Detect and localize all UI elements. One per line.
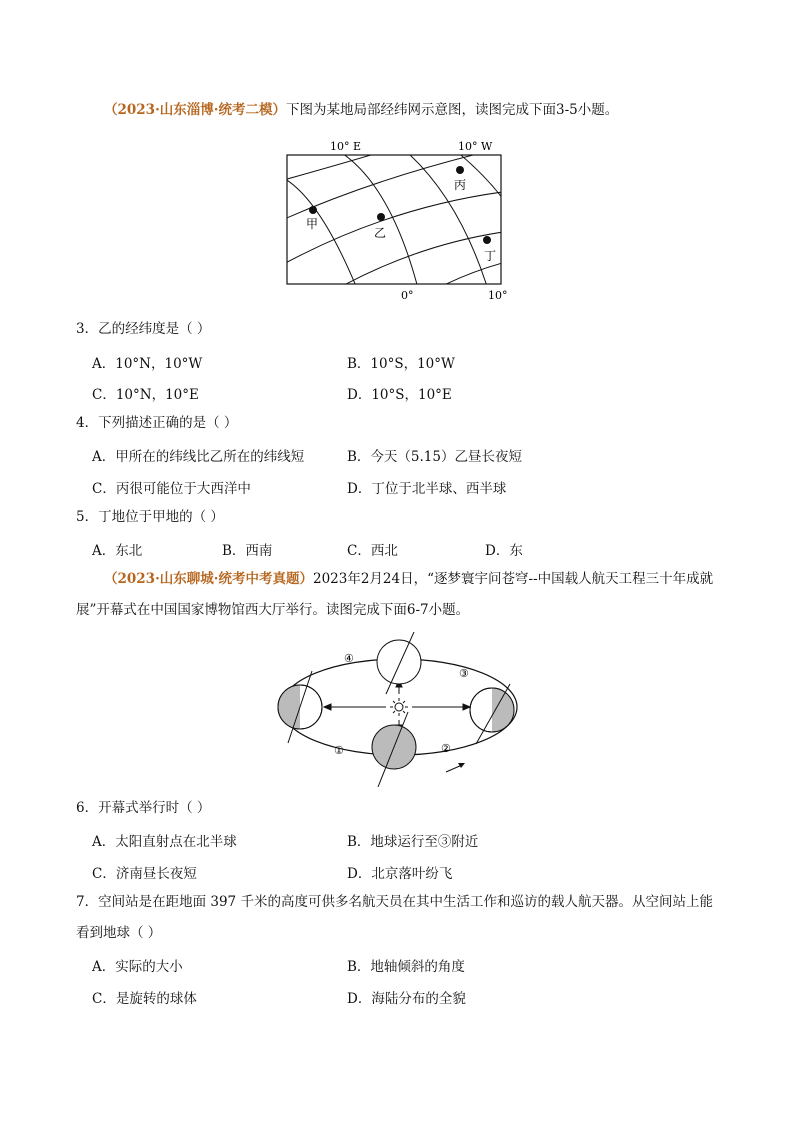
q4-option-d[interactable]: D．丁位于北半球、西半球 [347, 481, 507, 497]
q4-option-a[interactable]: A．甲所在的纬线比乙所在的纬线短 [92, 449, 305, 465]
earth-left [278, 671, 322, 743]
question-7-stem-line1: 7．空间站是在距地面 397 千米的高度可供多名航天员在其中生活工作和巡访的载人航天器。从空间站上能 [76, 894, 713, 910]
q6-option-a[interactable]: A．太阳直射点在北半球 [92, 834, 237, 850]
orbit-figure [266, 632, 532, 792]
label-bing: 丙 [454, 178, 467, 192]
question-4-stem: 4．下列描述正确的是（ ） [76, 415, 238, 431]
label-0deg: 0° [401, 289, 414, 302]
group-intro: 下图为某地局部经纬网示意图，读图完成下面3-5小题。 [285, 102, 619, 118]
source-tag: （2023·山东淄博·统考二模） [104, 102, 286, 118]
position-4: ④ [344, 652, 354, 665]
question-5-stem: 5．丁地位于甲地的（ ） [76, 509, 224, 525]
label-10e: 10° E [330, 140, 362, 153]
position-1: ① [334, 744, 344, 757]
q3-option-d[interactable]: D．10°S，10°E [347, 387, 452, 403]
earth-bottom [372, 712, 416, 787]
label-10deg: 10° [488, 289, 508, 302]
label-10w: 10° W [458, 140, 493, 153]
question-group-header-2 [104, 570, 713, 588]
q4-option-c[interactable]: C．丙很可能位于大西洋中 [92, 481, 251, 497]
group-intro-2a: 2023年2月24日，“逐梦寰宇问苍穹--中国载人航天工程三十年成就 [312, 571, 714, 587]
graticule-figure [270, 136, 520, 304]
point-bing [456, 166, 464, 174]
label-jia: 甲 [306, 217, 319, 231]
q3-option-a[interactable]: A．10°N，10°W [92, 356, 203, 372]
q6-option-b[interactable]: B．地球运行至③附近 [347, 834, 479, 850]
q5-option-a[interactable]: A．东北 [92, 543, 143, 559]
direction-arrow [446, 765, 462, 772]
q3-option-c[interactable]: C．10°N，10°E [92, 387, 199, 403]
q6-option-c[interactable]: C．济南昼长夜短 [92, 866, 197, 882]
label-yi: 乙 [374, 226, 387, 240]
q5-option-d[interactable]: D．东 [485, 543, 523, 559]
position-2: ② [441, 742, 451, 755]
sun-icon [390, 698, 408, 716]
earth-right [470, 684, 514, 744]
question-group-header [104, 101, 618, 119]
q5-option-c[interactable]: C．西北 [347, 543, 398, 559]
q7-option-a[interactable]: A．实际的大小 [92, 959, 183, 975]
group-intro-2b: 展”开幕式在中国国家博物馆西大厅举行。读图完成下面6-7小题。 [76, 602, 470, 618]
q6-option-d[interactable]: D．北京落叶纷飞 [347, 866, 453, 882]
q7-option-d[interactable]: D．海陆分布的全貌 [347, 991, 466, 1007]
label-ding: 丁 [484, 249, 497, 263]
position-3: ③ [459, 667, 469, 680]
q4-option-b[interactable]: B．今天（5.15）乙昼长夜短 [347, 449, 522, 465]
question-3-stem: 3．乙的经纬度是（ ） [76, 321, 211, 337]
question-6-stem: 6．开幕式举行时（ ） [76, 800, 211, 816]
q3-option-b[interactable]: B．10°S，10°W [347, 356, 455, 372]
q5-option-b[interactable]: B．西南 [222, 543, 273, 559]
q7-option-b[interactable]: B．地轴倾斜的角度 [347, 959, 465, 975]
point-ding [483, 236, 491, 244]
q7-option-c[interactable]: C．是旋转的球体 [92, 991, 197, 1007]
point-yi [377, 213, 385, 221]
question-7-stem-line2: 看到地球（ ） [76, 925, 162, 941]
source-tag-2: （2023·山东聊城·统考中考真题） [104, 571, 313, 587]
point-jia [309, 206, 317, 214]
